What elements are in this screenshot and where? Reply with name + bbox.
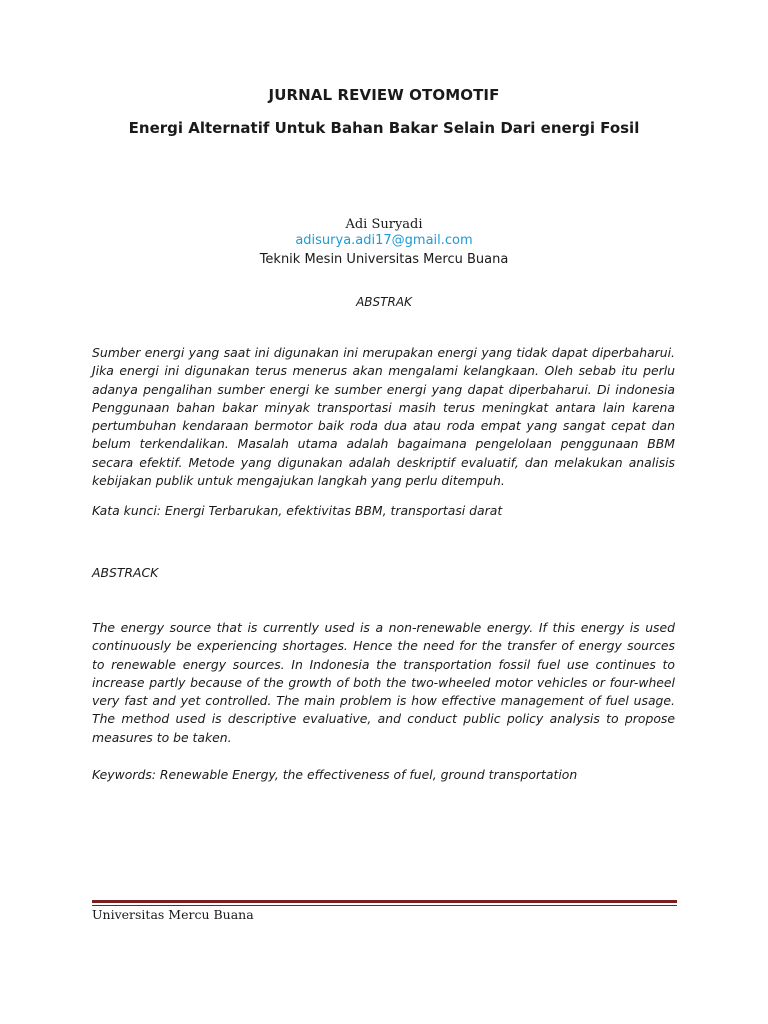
abstrack-body: The energy source that is currently used is a non-renewable energy. If this energy is used continuously be experiencing shortages. Hence the need for the transfer of energy sources to renewable energy sources. In Indonesia the transportation fossil fuel use continues to increase partly because of the growth of both the two-wheeled motor vehicles or four-wheel very fast and yet controlled. The main problem is how effective management of fuel usage. The method used is descriptive evaluative, and conduct public policy analysis to propose measures to be taken.	[92, 620, 675, 745]
author-email-link[interactable]: adisurya.adi17@gmail.com	[295, 233, 473, 248]
abstrak-heading: ABSTRAK	[356, 295, 412, 309]
footer-text: Universitas Mercu Buana	[92, 907, 254, 922]
abstrak-keywords: Kata kunci: Energi Terbarukan, efektivitas BBM, transportasi darat	[92, 503, 503, 518]
abstrack-heading: ABSTRACK	[92, 565, 159, 580]
journal-title: JURNAL REVIEW OTOMOTIF	[268, 86, 500, 104]
author-affiliation: Teknik Mesin Universitas Mercu Buana	[259, 252, 509, 267]
author-name: Adi Suryadi	[345, 217, 423, 232]
abstrak-body: Sumber energi yang saat ini digunakan ini merupakan energi yang tidak dapat diperbaharui. Jika energi ini digunakan terus menerus akan mengalami kelangkaan. Oleh sebab itu perlu adanya pengalihan sumber energi ke sumber energi yang dapat diperbaharui. Di indonesia Penggunaan bahan bakar minyak transportasi masih terus meningkat antara lain karena pertumbuhan kendaraan bermotor baik roda dua atau roda empat yang sangat cepat dan belum terkendalikan. Masalah utama adalah bagaimana pengelolaan penggunaan BBM secara efektif. Metode yang digunakan adalah deskriptif evaluatif, dan melakukan analisis kebijakan publik untuk mengajukan langkah yang perlu ditempuh.	[92, 345, 675, 489]
abstrack-keywords: Keywords: Renewable Energy, the effectiveness of fuel, ground transportation	[92, 767, 578, 782]
footer-rule-thick	[92, 900, 677, 903]
paper-title: Energi Alternatif Untuk Bahan Bakar Selain Dari energi Fosil	[128, 119, 640, 137]
footer-rule-thin	[92, 905, 677, 906]
